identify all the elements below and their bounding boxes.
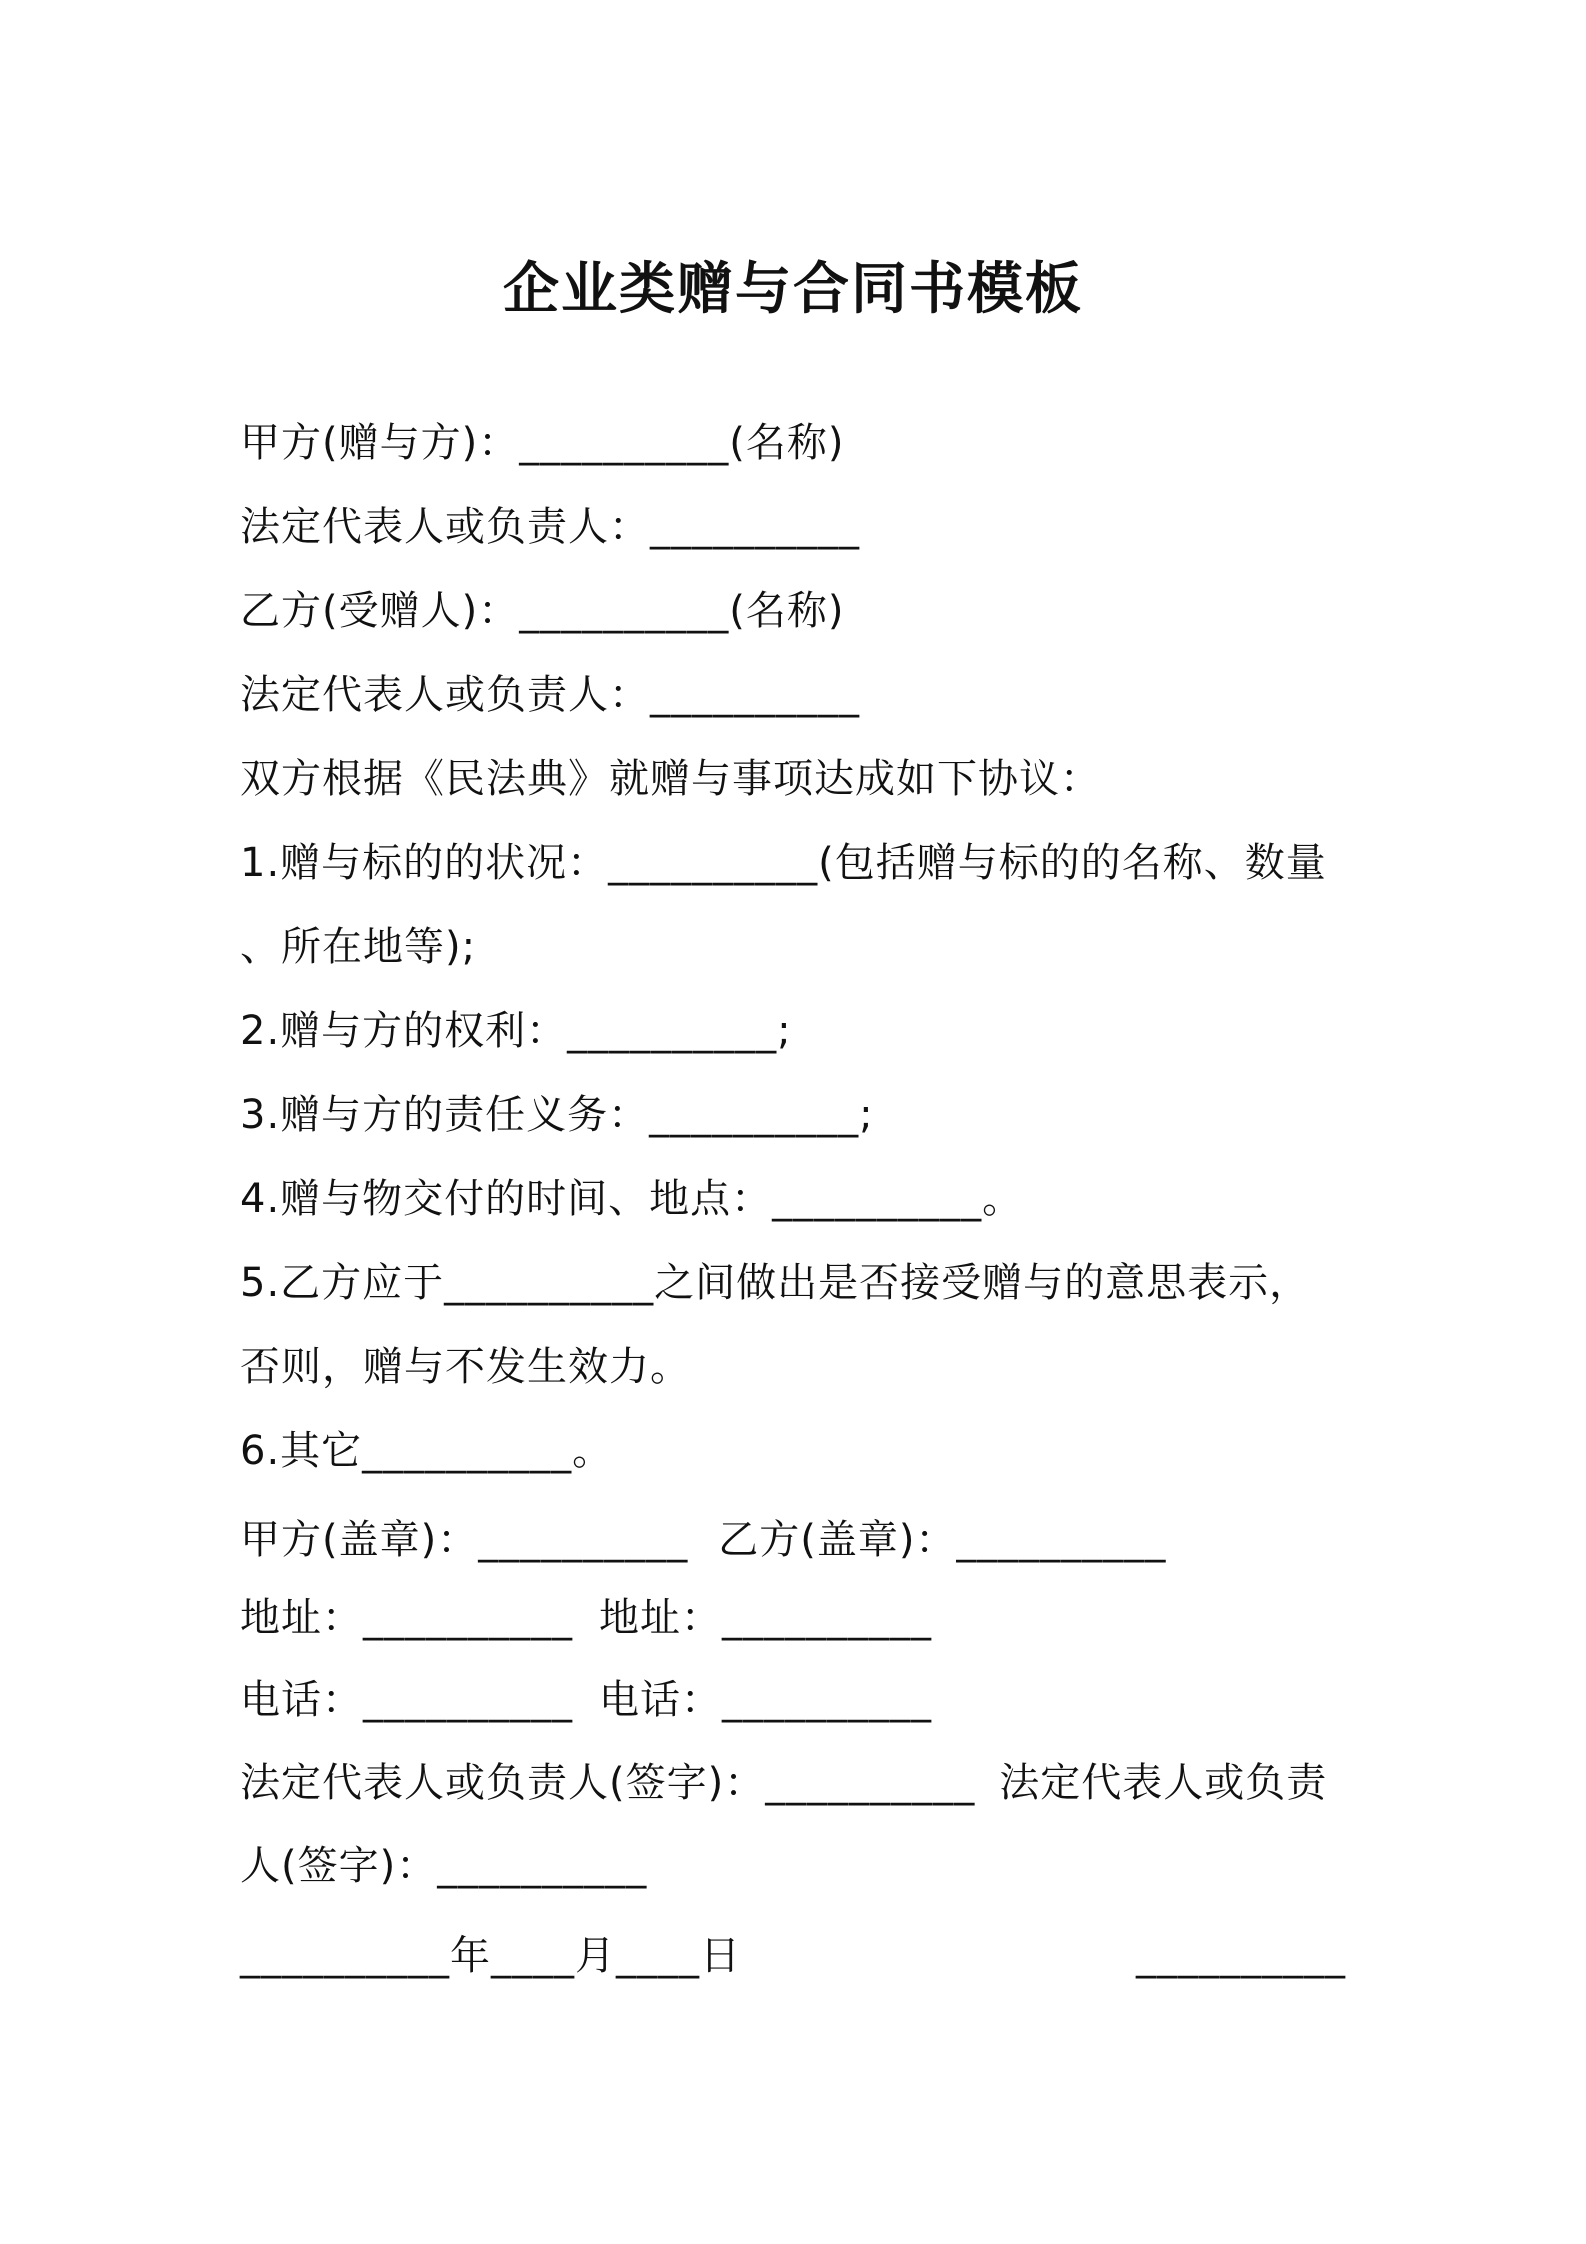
party-a-rep-line: 法定代表人或负责人：__________ (240, 504, 860, 550)
clause-5-line-2: 否则，赠与不发生效力。 (240, 1344, 691, 1390)
date-right-blank: __________ (1136, 1933, 1346, 1979)
party-b-seal: 乙方(盖章)：__________ (718, 1517, 1167, 1563)
document-title: 企业类赠与合同书模板 (503, 257, 1083, 322)
party-b-line: 乙方(受赠人)：__________(名称) (240, 588, 845, 634)
party-a-line: 甲方(赠与方)：__________(名称) (240, 420, 845, 466)
seal-row (240, 1512, 1166, 1568)
party-a-address: 地址：__________ (240, 1595, 573, 1641)
rep-sign-row (240, 1755, 1327, 1811)
clause-5-line-1: 5.乙方应于__________之间做出是否接受赠与的意思表示， (240, 1260, 1311, 1306)
agreement-intro: 双方根据《民法典》就赠与事项达成如下协议： (240, 756, 1101, 802)
party-a-rep-signature: 法定代表人或负责人(签字)：__________ (240, 1760, 976, 1806)
party-b-rep-signature-part1: 法定代表人或负责 (999, 1760, 1328, 1806)
clause-2: 2.赠与方的权利：__________; (240, 1008, 792, 1054)
party-b-rep-line: 法定代表人或负责人：__________ (240, 672, 860, 718)
phone-row (240, 1672, 932, 1728)
clause-1-line-2: 、所在地等); (240, 924, 477, 970)
clause-6: 6.其它__________。 (240, 1428, 614, 1474)
clause-4: 4.赠与物交付的时间、地点：__________。 (240, 1176, 1024, 1222)
party-a-seal: 甲方(盖章)：__________ (240, 1517, 689, 1563)
party-b-phone: 电话：__________ (599, 1677, 932, 1723)
date-line: __________年____月____日 (240, 1933, 741, 1979)
clause-1-line-1: 1.赠与标的的状况：__________(包括赠与标的的名称、数量 (240, 840, 1327, 886)
address-row (240, 1590, 932, 1646)
clause-3: 3.赠与方的责任义务：__________; (240, 1092, 874, 1138)
party-a-phone: 电话：__________ (240, 1677, 573, 1723)
party-b-rep-signature-part2: 人(签字)：__________ (240, 1843, 648, 1889)
party-b-address: 地址：__________ (599, 1595, 932, 1641)
